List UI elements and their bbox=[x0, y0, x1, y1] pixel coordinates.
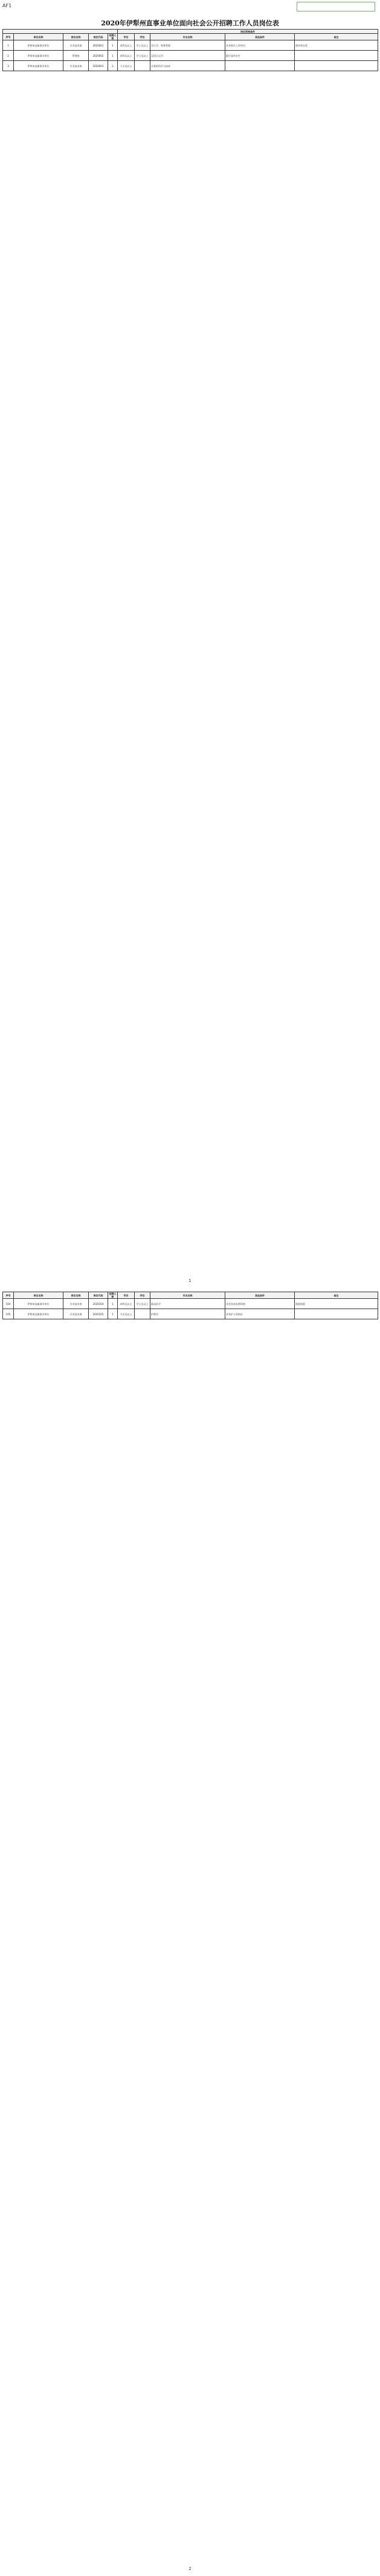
table-header-cell: 岗位名称 bbox=[63, 34, 89, 40]
page-number: 1 bbox=[188, 1278, 192, 1283]
table-cell: 学士及以上 bbox=[135, 1299, 150, 1309]
table-group-header-blank bbox=[3, 30, 118, 34]
table-cell: 专业技术岗 bbox=[63, 61, 89, 71]
table-cell: 本科及以上 bbox=[118, 51, 135, 61]
table-cell: 伊犁州直属事业单位 bbox=[14, 40, 63, 51]
page-number: 2 bbox=[188, 2566, 192, 2571]
table-header-cell: 学历 bbox=[118, 34, 135, 40]
table-cell: 2020003 bbox=[89, 61, 108, 71]
table-cell: 2 bbox=[108, 61, 118, 71]
table-cell: 104 bbox=[3, 1299, 14, 1309]
table-cell: 本科及以上 bbox=[118, 40, 135, 51]
table-cell: 需经常出差 bbox=[295, 40, 378, 51]
table-cell: 具有相关工作经历 bbox=[225, 40, 295, 51]
table-header-cell: 序号 bbox=[3, 1292, 14, 1299]
table-header-cell: 学历 bbox=[118, 1292, 135, 1299]
table-cell: 伊犁州直属事业单位 bbox=[14, 51, 63, 61]
table-header-cell: 招聘人数 bbox=[109, 1292, 117, 1298]
table-header-cell: 专业名称 bbox=[150, 1292, 225, 1299]
job-table-page-2 bbox=[2, 1292, 378, 1319]
table-cell: 1 bbox=[108, 1299, 118, 1309]
table-cell: 1 bbox=[108, 40, 118, 51]
table-cell: 护理学 bbox=[150, 1309, 225, 1319]
table-group-header-cell: 岗位资格条件 bbox=[118, 30, 378, 34]
table-group-header bbox=[3, 30, 378, 34]
table-header-cell: 学位 bbox=[135, 34, 150, 40]
table-cell: 105 bbox=[3, 1309, 14, 1319]
table-row bbox=[3, 51, 378, 61]
table-cell: 2020002 bbox=[89, 51, 108, 61]
table-cell bbox=[135, 1309, 150, 1319]
table-cell: 本科及以上 bbox=[118, 1299, 135, 1309]
table-cell: 具有执业医师资格 bbox=[225, 1299, 295, 1309]
table-cell bbox=[295, 51, 378, 61]
table-row bbox=[3, 1309, 378, 1319]
name-box[interactable]: AF1 bbox=[2, 3, 12, 8]
table-header-cell: 专业名称 bbox=[150, 34, 225, 40]
table-cell: 计算机科学与技术 bbox=[150, 61, 225, 71]
table-cell: 伊犁州直属事业单位 bbox=[14, 61, 63, 71]
table-cell bbox=[135, 61, 150, 71]
table-header-cell: 其他条件 bbox=[225, 1292, 295, 1299]
table-row bbox=[3, 61, 378, 71]
document-title: 2020年伊犁州直事业单位面向社会公开招聘工作人员岗位表 bbox=[101, 19, 279, 27]
table-cell: 2020001 bbox=[89, 40, 108, 51]
table-cell: 需值夜班 bbox=[295, 1299, 378, 1309]
table-cell: 汉语言文学 bbox=[150, 51, 225, 61]
table-header-cell: 岗位代码 bbox=[89, 1292, 108, 1299]
table-cell: 2020104 bbox=[89, 1299, 108, 1309]
table-cell bbox=[295, 61, 378, 71]
formula-bar[interactable] bbox=[297, 2, 375, 11]
table-cell: 1 bbox=[108, 1309, 118, 1319]
table-cell: 大专及以上 bbox=[118, 61, 135, 71]
table-header-cell: 备注 bbox=[295, 1292, 378, 1299]
table-cell: 2 bbox=[3, 51, 14, 61]
table-cell: 学士及以上 bbox=[135, 40, 150, 51]
table-header-cell: 备注 bbox=[295, 34, 378, 40]
table-cell: 1 bbox=[108, 51, 118, 61]
table-cell: 1 bbox=[3, 40, 14, 51]
table-cell: 会计学、财务管理 bbox=[150, 40, 225, 51]
table-header-cell: 岗位代码 bbox=[89, 34, 108, 40]
spreadsheet-toolbar bbox=[0, 0, 380, 13]
table-header-cell: 单位名称 bbox=[14, 34, 63, 40]
table-header-cell: 单位名称 bbox=[14, 1292, 63, 1299]
table-cell: 学士及以上 bbox=[135, 51, 150, 61]
table-cell: 管理岗 bbox=[63, 51, 89, 61]
table-cell: 3 bbox=[3, 61, 14, 71]
table-header-cell: 岗位名称 bbox=[63, 1292, 89, 1299]
table-cell: 临床医学 bbox=[150, 1299, 225, 1309]
table-cell: 伊犁州直属事业单位 bbox=[14, 1299, 63, 1309]
table-header-row bbox=[3, 1292, 378, 1299]
table-cell: 大专及以上 bbox=[118, 1309, 135, 1319]
table-cell: 专业技术岗 bbox=[63, 40, 89, 51]
table-cell: 具有护士资格证 bbox=[225, 1309, 295, 1319]
table-cell: 专业技术岗 bbox=[63, 1309, 89, 1319]
job-table-page-1 bbox=[2, 29, 378, 71]
table-header-cell: 序号 bbox=[3, 34, 14, 40]
table-cell: 2020105 bbox=[89, 1309, 108, 1319]
table-row bbox=[3, 1299, 378, 1309]
table-row bbox=[3, 40, 378, 51]
table-cell: 限应届毕业生 bbox=[225, 51, 295, 61]
table-cell bbox=[295, 1309, 378, 1319]
table-cell: 专业技术岗 bbox=[63, 1299, 89, 1309]
table-header-row bbox=[3, 34, 378, 40]
table-header-cell: 其他条件 bbox=[225, 34, 295, 40]
table-header-cell: 招聘人数 bbox=[108, 34, 118, 40]
table-cell: 伊犁州直属事业单位 bbox=[14, 1309, 63, 1319]
table-header-cell: 学位 bbox=[135, 1292, 150, 1299]
table-cell bbox=[225, 61, 295, 71]
